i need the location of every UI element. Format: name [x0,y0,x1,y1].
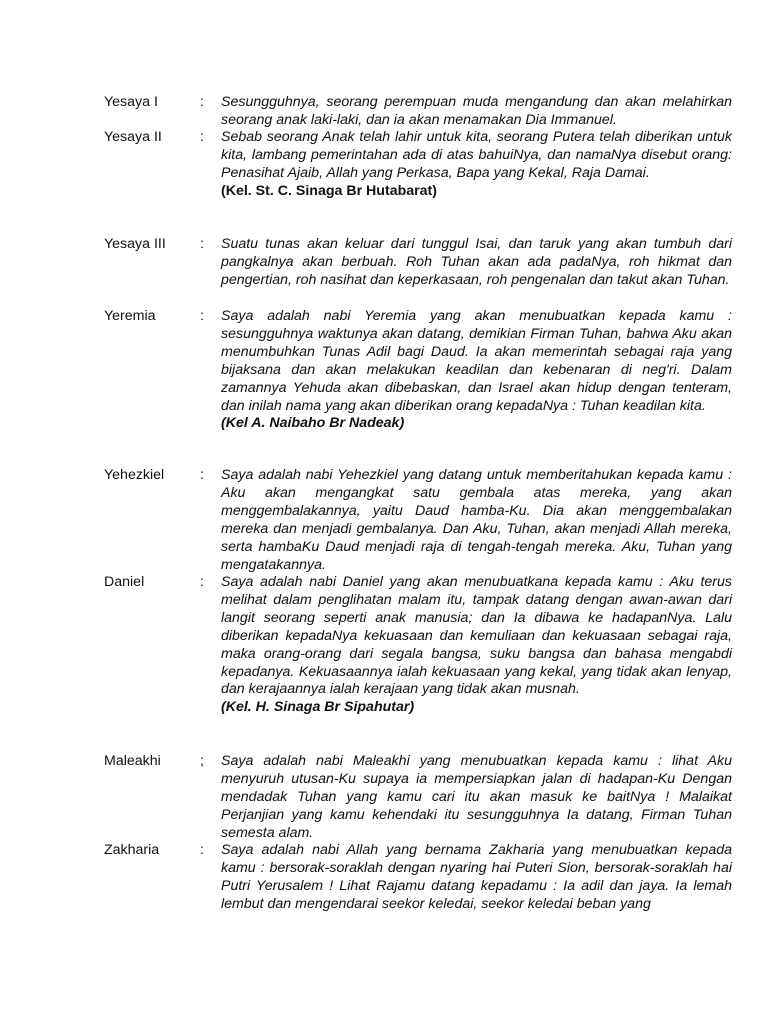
speaker-label: Maleakhi [104,753,161,769]
entry-body [221,753,732,843]
speaker-label: Zakharia [104,842,160,858]
entry-body [221,574,732,717]
entry-body [221,236,732,290]
speaker-label: Yehezkiel [104,467,165,483]
speaker-label: Yesaya II [104,129,162,145]
separator: : [200,94,204,110]
speaker-label: Yesaya I [104,94,158,110]
separator: : [200,574,204,590]
verse-text: Sesungguhnya, seorang perempuan muda mengandung dan akan melahirkan seorang anak laki-laki, dan ia akan menamakan Dia Immanuel. [221,94,732,128]
separator: : [200,308,204,324]
entry-body [221,129,732,201]
family-credit: (Kel A. Naibaho Br Nadeak) [221,415,405,432]
entry-body [221,94,732,130]
verse-text: Saya adalah nabi Yeremia yang akan menubuatkan kepada kamu : sesungguhnya waktunya akan datang, demikian Firman Tuhan, bahwa Aku akan menumbuhkan Tunas Adil bagi Daud. Ia akan memerintah sebagai raja yang bijaksana dan akan melakukan keadilan dan kebenaran di neg'ri. Dalam zamannya Yehuda akan dibebaskan, dan Israel akan hidup dengan tenteram, dan inilah nama yang akan diberikan orang kepadaNya : Tuhan keadilan kita. [221,308,732,414]
verse-text: Suatu tunas akan keluar dari tunggul Isai, dan taruk yang akan tumbuh dari pangkalnya akan berbuah. Roh Tuhan akan ada padaNya, roh hikmat dan pengertian, roh nasihat dan keperkasaan, roh pengenalan dan takut akan Tuhan. [221,236,732,288]
entry-body [221,842,732,914]
family-credit: (Kel. St. C. Sinaga Br Hutabarat) [221,182,437,199]
family-credit: (Kel. H. Sinaga Br Sipahutar) [221,699,415,716]
verse-text: Saya adalah nabi Yehezkiel yang datang untuk memberitahukan kepada kamu : Aku akan mengangkat satu gembala atas mereka, yang akan menggembalakannya, yaitu Daud hamba-Ku. Dia akan menggembalakan mereka dan menjadi gembalanya. Dan Aku, Tuhan, akan menjadi Allah mereka, serta hambaKu Daud menjadi raja di tengah-tengah mereka. Aku, Tuhan yang mengatakannya. [221,467,732,573]
entry-body [221,467,732,574]
separator: ; [200,753,204,769]
separator: : [200,467,204,483]
verse-text: Sebab seorang Anak telah lahir untuk kita, seorang Putera telah diberikan untuk kita, lambang pemerintahan ada di atas bahuiNya, dan namaNya disebut orang: Penasihat Ajaib, Allah yang Perkasa, Bapa yang Kekal, Raja Damai. [221,129,732,181]
speaker-label: Yeremia [104,308,156,324]
verse-text: Saya adalah nabi Allah yang bernama Zakharia yang menubuatkan kepada kamu : bersorak-soraklah dengan nyaring hai Puteri Sion, bersorak-soraklah hai Putri Yerusalem ! Lihat Rajamu datang kepadamu : Ia adil dan jaya. Ia lemah lembut dan mengendarai seekor keledai, seekor keledai beban yang [221,842,732,912]
verse-text: Saya adalah nabi Daniel yang akan menubuatkana kepada kamu : Aku terus melihat dalam penglihatan malam itu, tampak datang dengan awan-awan dari langit seorang seperti anak manusia; dan Ia dibawa ke hadapanNya. Lalu diberikan kepadaNya kekuasaan dan kemuliaan dan kekuasaan sebagai raja, maka orang-orang dari segala bangsa, suku bangsa dan bahasa mengabdi kepadanya. Kekuasaannya ialah kekuasaan yang kekal, yang tidak akan lenyap, dan kerajaannya ialah kerajaan yang tidak akan musnah. [221,574,732,698]
entry-body [221,308,732,433]
separator: : [200,129,204,145]
speaker-label: Yesaya III [104,236,166,252]
separator: : [200,236,204,252]
separator: : [200,842,204,858]
verse-text: Saya adalah nabi Maleakhi yang menubuatkan kepada kamu : lihat Aku menyuruh utusan-Ku supaya ia mempersiapkan jalan di hadapan-Ku Dengan mendadak Tuhan yang kamu cari itu akan masuk ke baitNya ! Malaikat Perjanjian yang kamu kehendaki itu sesungguhnya Ia datang, Firman Tuhan semesta alam. [221,753,732,841]
speaker-label: Daniel [104,574,145,590]
